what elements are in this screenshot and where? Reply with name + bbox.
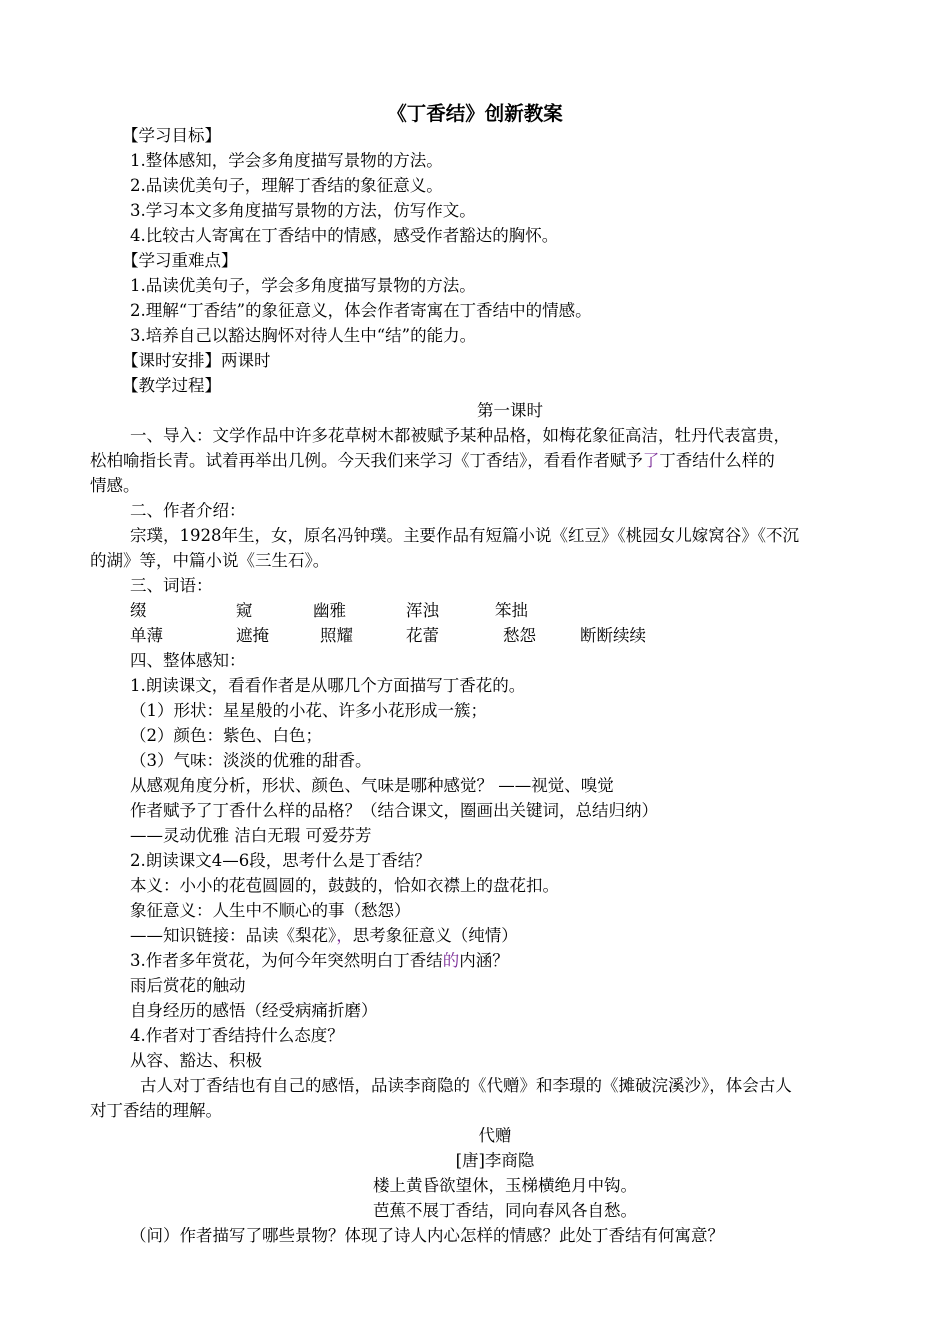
page-title: 《丁香结》创新教案	[387, 102, 563, 125]
poem-line: 芭蕉不展丁香结，同向春风各自愁。	[373, 1201, 637, 1220]
answer-line: ——灵动优雅 洁白无瑕 可爱芬芳	[130, 826, 372, 845]
vocab-word: 照耀	[320, 626, 353, 645]
answer-line: 象征意义：人生中不顺心的事（愁怨）	[130, 901, 411, 920]
highlight-comma: ，	[336, 926, 353, 945]
goals-heading: 【学习目标】	[122, 126, 221, 145]
answer-line: 本义：小小的花苞圆圆的，鼓鼓的，恰如衣襟上的盘花扣。	[130, 876, 559, 895]
vocab-word: 笨拙	[495, 601, 528, 620]
vocab-word: 愁怨	[503, 626, 536, 645]
keypoint-item: 2.理解“丁香结”的象征意义，体会作者寄寓在丁香结中的情感。	[130, 301, 592, 320]
keypoints-heading: 【学习重难点】	[122, 251, 238, 270]
question-line: 4.作者对丁香结持什么态度？	[130, 1026, 344, 1045]
vocab-word: 窥	[236, 601, 253, 620]
intro-line: 一、导入：文学作品中许多花草树木都被赋予某种品格，如梅花象征高洁，牡丹代表富贵，	[130, 426, 790, 445]
perception-heading: 四、整体感知：	[130, 651, 246, 670]
vocab-word: 遮掩	[236, 626, 269, 645]
goal-item: 1.整体感知，学会多角度描写景物的方法。	[130, 151, 443, 170]
answer-line: （2）颜色：紫色、白色；	[130, 726, 322, 745]
author-heading: 二、作者介绍：	[130, 501, 246, 520]
intro-line: 松柏喻指长青。试着再举出几例。今天我们来学习《丁香结》，看看作者赋予了丁香结什么样的	[90, 451, 775, 470]
question-line: 作者赋予了丁香什么样的品格？（结合课文，圈画出关键词，总结归纳）	[130, 801, 658, 820]
question-line: 3.作者多年赏花，为何今年突然明白丁香结的内涵？	[130, 951, 509, 970]
knowledge-link: ——知识链接：品读《梨花》，思考象征意义（纯情）	[130, 926, 518, 945]
goal-item: 4.比较古人寄寓在丁香结中的情感，感受作者豁达的胸怀。	[130, 226, 559, 245]
vocab-word: 单薄	[130, 626, 163, 645]
answer-line: （1）形状：星星般的小花、许多小花形成一簇；	[130, 701, 487, 720]
intro-line: 情感。	[90, 476, 140, 495]
vocab-row	[0, 599, 950, 623]
author-line: 宗璞，1928年生，女，原名冯钟璞。主要作品有短篇小说《红豆》《桃园女儿嫁窝谷》《不沉	[130, 526, 799, 545]
vocab-word: 缀	[130, 601, 147, 620]
answer-line: 雨后赏花的触动	[130, 976, 246, 995]
poem-question: （问）作者描写了哪些景物？体现了诗人内心怎样的情感？此处丁香结有何寓意？	[130, 1226, 724, 1245]
goal-item: 3.学习本文多角度描写景物的方法，仿写作文。	[130, 201, 476, 220]
vocab-row	[0, 624, 950, 648]
goal-item: 2.品读优美句子，理解丁香结的象征意义。	[130, 176, 443, 195]
keypoint-item: 1.品读优美句子，学会多角度描写景物的方法。	[130, 276, 476, 295]
poem-line: 楼上黄昏欲望休，玉梯横绝月中钩。	[373, 1176, 637, 1195]
vocab-word: 断断续续	[580, 626, 646, 645]
poem-title: 代赠	[478, 1126, 512, 1145]
answer-line: 从容、豁达、积极	[130, 1051, 262, 1070]
ancient-line: 古人对丁香结也有自己的感悟，品读李商隐的《代赠》和李璟的《摊破浣溪沙》，体会古人	[140, 1076, 792, 1095]
vocab-heading: 三、词语：	[130, 576, 213, 595]
vocab-word: 花蕾	[406, 626, 439, 645]
schedule-line: 【课时安排】两课时	[122, 351, 271, 370]
lesson-heading: 第一课时	[477, 401, 543, 420]
ancient-line: 对丁香结的理解。	[90, 1101, 222, 1120]
process-heading: 【教学过程】	[122, 376, 221, 395]
question-line: 从感观角度分析，形状、颜色、气味是哪种感觉？ ——视觉、嗅觉	[130, 776, 614, 795]
highlight-char: 了	[642, 451, 660, 470]
answer-line: 自身经历的感悟（经受病痛折磨）	[130, 1001, 378, 1020]
answer-line: （3）气味：淡淡的优雅的甜香。	[130, 751, 372, 770]
poem-author: [唐]李商隐	[455, 1151, 535, 1170]
vocab-word: 幽雅	[313, 601, 346, 620]
author-line: 的湖》等，中篇小说《三生石》。	[90, 551, 330, 570]
highlight-char: 的	[442, 951, 460, 970]
vocab-word: 浑浊	[406, 601, 439, 620]
question-line: 2.朗读课文4—6段，思考什么是丁香结？	[130, 851, 431, 870]
question-line: 1.朗读课文，看看作者是从哪几个方面描写丁香花的。	[130, 676, 526, 695]
keypoint-item: 3.培养自己以豁达胸怀对待人生中“结”的能力。	[130, 326, 477, 345]
